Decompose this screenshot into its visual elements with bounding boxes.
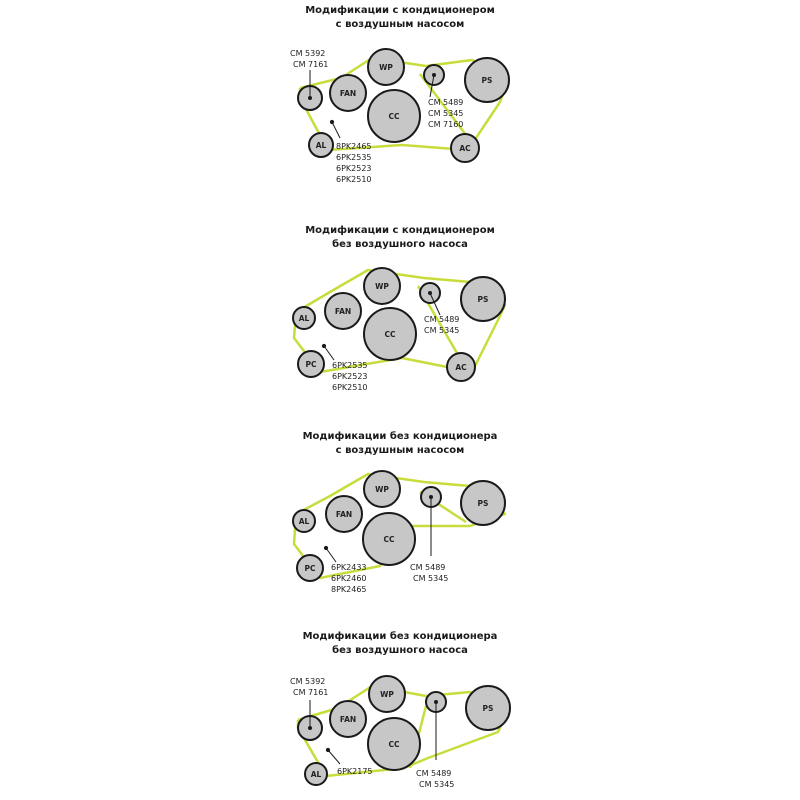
svg-text:CM 5345: CM 5345	[428, 109, 464, 118]
svg-text:AC: AC	[455, 363, 467, 372]
svg-text:FAN: FAN	[335, 510, 353, 519]
svg-text:WP: WP	[379, 63, 393, 72]
pulley-al	[309, 133, 333, 157]
svg-text:6PK2175: 6PK2175	[337, 767, 373, 776]
diagram-panel-1	[0, 0, 800, 200]
svg-text:AL: AL	[298, 314, 310, 323]
diagram-panel-2	[0, 220, 800, 410]
pulley-cc	[368, 90, 420, 142]
belt-codes	[331, 563, 367, 594]
belt-codes	[332, 361, 368, 392]
svg-text:CM 7160: CM 7160	[428, 120, 464, 129]
panel-title-line1: Модификации с кондиционером	[305, 5, 495, 16]
svg-text:8PK2465: 8PK2465	[331, 585, 367, 594]
svg-text:WP: WP	[375, 282, 389, 291]
pulley-wp	[369, 676, 405, 712]
pulley-ps	[461, 277, 505, 321]
svg-text:PS: PS	[481, 76, 493, 85]
svg-text:CM 5489: CM 5489	[424, 315, 460, 324]
idler-part-numbers	[428, 98, 463, 129]
belt-diagram-3	[0, 426, 800, 616]
pulley-pc	[298, 351, 324, 377]
svg-text:FAN: FAN	[334, 307, 352, 316]
pulley-ps	[465, 58, 509, 102]
svg-text:WP: WP	[375, 485, 389, 494]
panel-title-line2: без воздушного насоса	[332, 645, 468, 656]
svg-text:6PK2535: 6PK2535	[336, 153, 372, 162]
svg-text:CM 5489: CM 5489	[416, 769, 452, 778]
pulley-ac	[451, 134, 479, 162]
pulley-fan	[325, 293, 361, 329]
svg-text:AC: AC	[459, 144, 471, 153]
svg-text:CC: CC	[388, 112, 400, 121]
svg-text:AL: AL	[310, 770, 322, 779]
panel-title-line1: Модификации с кондиционером	[305, 225, 495, 236]
svg-text:6PK2433: 6PK2433	[331, 563, 367, 572]
svg-text:AL: AL	[298, 517, 310, 526]
svg-text:CM 5392: CM 5392	[290, 677, 326, 686]
panel-title-line1: Модификации без кондиционера	[302, 631, 498, 642]
svg-text:6PK2510: 6PK2510	[336, 175, 372, 184]
belt-diagram-2	[0, 220, 800, 410]
pulley-wp	[364, 471, 400, 507]
svg-text:CC: CC	[383, 535, 395, 544]
diagram-panel-4	[0, 628, 800, 800]
svg-text:CC: CC	[388, 740, 400, 749]
diagram-panel-3	[0, 426, 800, 616]
panel-title-line2: без воздушного насоса	[332, 239, 468, 250]
svg-text:CM 7161: CM 7161	[293, 688, 329, 697]
pulley-fan	[330, 701, 366, 737]
belt-codes	[337, 767, 373, 776]
idler-part-numbers	[416, 769, 454, 789]
svg-text:6PK2460: 6PK2460	[331, 574, 367, 583]
pulley-ps	[461, 481, 505, 525]
svg-text:6PK2535: 6PK2535	[332, 361, 368, 370]
svg-text:FAN: FAN	[339, 715, 357, 724]
panel-title-line2: с воздушным насосом	[335, 445, 465, 456]
svg-text:PS: PS	[477, 499, 489, 508]
pulley-al	[305, 763, 327, 785]
svg-text:PC: PC	[304, 564, 316, 573]
svg-text:CM 5489: CM 5489	[428, 98, 464, 107]
svg-text:CM 5392: CM 5392	[290, 49, 326, 58]
idler-part-numbers	[410, 563, 448, 583]
pulley-pc	[297, 555, 323, 581]
svg-text:PS: PS	[477, 295, 489, 304]
pulley-al	[293, 510, 315, 532]
svg-text:6PK2510: 6PK2510	[332, 383, 368, 392]
pulley-fan	[326, 496, 362, 532]
svg-text:CM 5345: CM 5345	[424, 326, 460, 335]
pulley-cc	[364, 308, 416, 360]
svg-text:CM 5345: CM 5345	[413, 574, 449, 583]
pulley-fan	[330, 75, 366, 111]
tensioner-part-numbers	[290, 49, 328, 69]
pulley-wp	[364, 268, 400, 304]
belt-diagram-4	[0, 628, 800, 800]
svg-text:PC: PC	[305, 360, 317, 369]
svg-text:6PK2523: 6PK2523	[332, 372, 368, 381]
pulley-cc	[363, 513, 415, 565]
pulley-ac	[447, 353, 475, 381]
svg-text:6PK2523: 6PK2523	[336, 164, 372, 173]
belt-codes	[336, 142, 372, 184]
svg-text:AL: AL	[315, 141, 327, 150]
svg-text:8PK2465: 8PK2465	[336, 142, 372, 151]
belt-diagram-1	[0, 0, 800, 200]
svg-text:FAN: FAN	[339, 89, 357, 98]
panel-title-line2: с воздушным насосом	[335, 19, 465, 30]
pulley-ps	[466, 686, 510, 730]
panel-title-line1: Модификации без кондиционера	[302, 431, 498, 442]
svg-text:CC: CC	[384, 330, 396, 339]
svg-text:CM 5345: CM 5345	[419, 780, 455, 789]
pulley-cc	[368, 718, 420, 770]
svg-text:PS: PS	[482, 704, 494, 713]
svg-text:WP: WP	[380, 690, 394, 699]
svg-text:CM 5489: CM 5489	[410, 563, 446, 572]
pulley-wp	[368, 49, 404, 85]
tensioner-part-numbers	[290, 677, 328, 697]
pulley-al	[293, 307, 315, 329]
svg-text:CM 7161: CM 7161	[293, 60, 329, 69]
